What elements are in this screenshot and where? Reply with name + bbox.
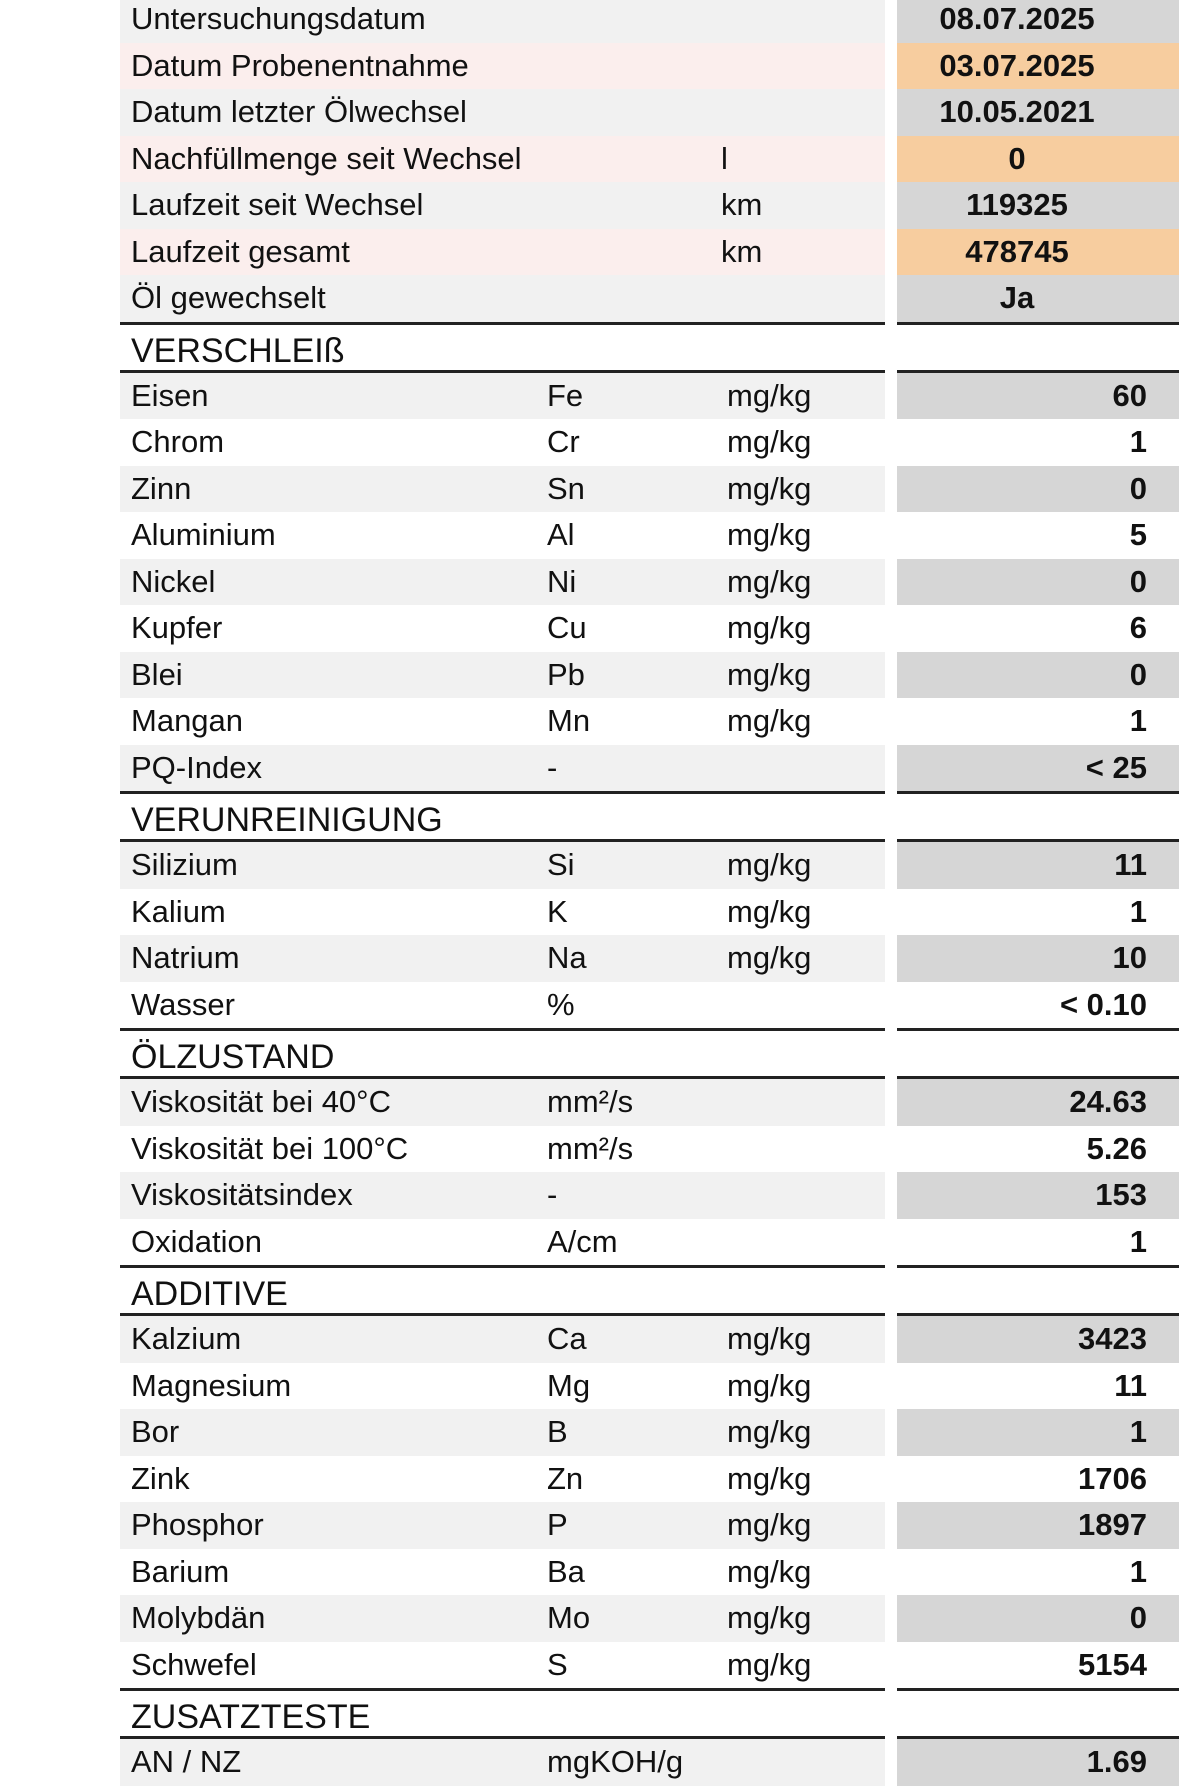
section-heading (0, 1688, 1179, 1739)
parameter-unit: mg/kg (727, 1507, 812, 1543)
header-value-cell (897, 43, 1179, 90)
parameter-value: 1706 (1078, 1460, 1147, 1496)
header-row-label: Datum Probenentnahme (131, 47, 469, 83)
parameter-value: 24.63 (1069, 1084, 1147, 1120)
table-row (0, 1316, 1179, 1363)
section-heading-cell (120, 1688, 885, 1739)
section-heading-cell (120, 1265, 885, 1316)
parameter-name: Oxidation (131, 1223, 262, 1259)
row-value-cell (897, 1079, 1179, 1126)
parameter-symbol: Mg (547, 1367, 591, 1403)
parameter-name: Viskositätsindex (131, 1177, 353, 1213)
parameter-value: 6 (1129, 610, 1147, 646)
row-value-cell (897, 1219, 1179, 1266)
parameter-value: 5 (1129, 517, 1147, 553)
parameter-name: Schwefel (131, 1646, 257, 1682)
row-label-cell (120, 559, 885, 606)
header-row (0, 89, 1179, 136)
section-title: ADDITIVE (131, 1275, 288, 1313)
parameter-symbol: Si (547, 847, 575, 883)
row-value-cell (897, 889, 1179, 936)
table-row (0, 1456, 1179, 1503)
row-value-cell (897, 982, 1179, 1029)
parameter-name: Zink (131, 1460, 190, 1496)
row-value-cell (897, 559, 1179, 606)
parameter-name: Eisen (131, 377, 209, 413)
header-label-cell (120, 136, 885, 183)
row-value-cell (897, 1595, 1179, 1642)
parameter-symbol: Pb (547, 656, 585, 692)
parameter-symbol: B (547, 1414, 568, 1450)
row-value-cell (897, 842, 1179, 889)
table-row (0, 982, 1179, 1029)
header-row-label: Datum letzter Ölwechsel (131, 94, 467, 130)
parameter-symbol: mgKOH/g (547, 1744, 684, 1780)
parameter-name: Kalzium (131, 1321, 242, 1357)
parameter-name: Viskosität bei 40°C (131, 1084, 391, 1120)
table-row (0, 1363, 1179, 1410)
section-title: ÖLZUSTAND (131, 1038, 335, 1076)
parameter-unit: mg/kg (727, 1321, 812, 1357)
parameter-unit: mg/kg (727, 517, 812, 553)
parameter-symbol: Sn (547, 470, 585, 506)
parameter-unit: mg/kg (727, 1553, 812, 1589)
row-label-cell (120, 1219, 885, 1266)
section-heading (0, 322, 1179, 373)
table-row (0, 559, 1179, 606)
table-row (0, 698, 1179, 745)
parameter-symbol: K (547, 893, 568, 929)
parameter-unit: mg/kg (727, 893, 812, 929)
header-row-value: 08.07.2025 (939, 1, 1095, 37)
row-value-cell (897, 1316, 1179, 1363)
row-value-cell (897, 1456, 1179, 1503)
parameter-unit: mg/kg (727, 940, 812, 976)
parameter-value: 0 (1129, 470, 1147, 506)
section-heading-cell (120, 1028, 885, 1079)
row-label-cell (120, 1642, 885, 1689)
parameter-value: 1 (1129, 893, 1147, 929)
row-label-cell (120, 1409, 885, 1456)
parameter-symbol: mm²/s (547, 1130, 634, 1166)
row-label-cell (120, 652, 885, 699)
parameter-symbol: mm²/s (547, 1084, 634, 1120)
row-value-cell (897, 466, 1179, 513)
row-label-cell (120, 1595, 885, 1642)
section-title: ZUSATZTESTE (131, 1698, 371, 1736)
parameter-name: Nickel (131, 563, 216, 599)
table-row (0, 1595, 1179, 1642)
header-row (0, 182, 1179, 229)
section-heading-value-cell (897, 1265, 1179, 1316)
header-value-cell (897, 229, 1179, 276)
parameter-value: 1897 (1078, 1507, 1147, 1543)
header-label-cell (120, 0, 885, 43)
section-heading-cell (120, 791, 885, 842)
row-value-cell (897, 419, 1179, 466)
row-label-cell (120, 698, 885, 745)
row-label-cell (120, 1126, 885, 1173)
parameter-symbol: Mn (547, 703, 591, 739)
parameter-name: Magnesium (131, 1367, 292, 1403)
row-value-cell (897, 935, 1179, 982)
row-label-cell (120, 1739, 885, 1786)
header-row (0, 0, 1179, 43)
table-row (0, 1502, 1179, 1549)
row-label-cell (120, 1316, 885, 1363)
header-row-unit: km (721, 187, 763, 223)
row-value-cell (897, 652, 1179, 699)
parameter-name: Bor (131, 1414, 180, 1450)
header-value-cell (897, 136, 1179, 183)
parameter-name: Kupfer (131, 610, 223, 646)
row-value-cell (897, 698, 1179, 745)
table-row (0, 1079, 1179, 1126)
header-value-cell (897, 89, 1179, 136)
parameter-name: Wasser (131, 986, 235, 1022)
row-value-cell (897, 1172, 1179, 1219)
row-label-cell (120, 889, 885, 936)
row-value-cell (897, 1363, 1179, 1410)
parameter-value: 1 (1129, 1223, 1147, 1259)
section-heading (0, 1265, 1179, 1316)
parameter-value: 10 (1112, 940, 1147, 976)
header-label-cell (120, 275, 885, 322)
header-row (0, 229, 1179, 276)
parameter-symbol: Al (547, 517, 575, 553)
header-label-cell (120, 89, 885, 136)
parameter-symbol: P (547, 1507, 568, 1543)
parameter-symbol: Ba (547, 1553, 585, 1589)
parameter-symbol: Na (547, 940, 587, 976)
header-row-label: Öl gewechselt (131, 280, 326, 316)
header-row-value: 0 (1008, 140, 1026, 176)
parameter-symbol: - (547, 1177, 558, 1213)
parameter-name: Viskosität bei 100°C (131, 1130, 409, 1166)
parameter-value: 1 (1129, 1553, 1147, 1589)
row-label-cell (120, 1172, 885, 1219)
parameter-value: 0 (1129, 656, 1147, 692)
row-value-cell (897, 512, 1179, 559)
parameter-unit: mg/kg (727, 847, 812, 883)
parameter-symbol: Ni (547, 563, 577, 599)
header-row-value: Ja (999, 280, 1035, 316)
parameter-symbol: Fe (547, 377, 584, 413)
parameter-name: Silizium (131, 847, 238, 883)
row-label-cell (120, 935, 885, 982)
header-row-value: 10.05.2021 (939, 94, 1095, 130)
parameter-name: Blei (131, 656, 183, 692)
section-heading-value-cell (897, 322, 1179, 373)
header-row (0, 275, 1179, 322)
table-row (0, 1739, 1179, 1786)
parameter-symbol: S (547, 1646, 568, 1682)
row-label-cell (120, 1363, 885, 1410)
row-label-cell (120, 982, 885, 1029)
table-row (0, 419, 1179, 466)
header-row-unit: km (721, 233, 763, 269)
parameter-name: Aluminium (131, 517, 276, 553)
parameter-unit: mg/kg (727, 1460, 812, 1496)
row-label-cell (120, 512, 885, 559)
table-row (0, 1126, 1179, 1173)
table-row (0, 842, 1179, 889)
table-row (0, 935, 1179, 982)
row-label-cell (120, 842, 885, 889)
table-row (0, 1642, 1179, 1689)
table-row (0, 1219, 1179, 1266)
parameter-symbol: Cr (547, 424, 580, 460)
row-value-cell (897, 1549, 1179, 1596)
parameter-value: 1 (1129, 424, 1147, 460)
section-heading-value-cell (897, 1028, 1179, 1079)
row-value-cell (897, 605, 1179, 652)
parameter-unit: mg/kg (727, 610, 812, 646)
row-label-cell (120, 466, 885, 513)
table-row (0, 512, 1179, 559)
parameter-unit: mg/kg (727, 470, 812, 506)
row-value-cell (897, 1409, 1179, 1456)
parameter-unit: mg/kg (727, 1600, 812, 1636)
row-value-cell (897, 1126, 1179, 1173)
row-label-cell (120, 1502, 885, 1549)
section-heading (0, 791, 1179, 842)
row-value-cell (897, 1739, 1179, 1786)
table-row (0, 889, 1179, 936)
row-label-cell (120, 373, 885, 420)
row-value-cell (897, 1502, 1179, 1549)
header-label-cell (120, 43, 885, 90)
parameter-unit: mg/kg (727, 1646, 812, 1682)
parameter-value: 1 (1129, 703, 1147, 739)
section-heading-value-cell (897, 791, 1179, 842)
table-row (0, 1409, 1179, 1456)
parameter-symbol: Ca (547, 1321, 587, 1357)
parameter-unit: mg/kg (727, 1367, 812, 1403)
parameter-value: 1 (1129, 1414, 1147, 1450)
header-row-value: 03.07.2025 (939, 47, 1095, 83)
header-value-cell (897, 182, 1179, 229)
row-label-cell (120, 1549, 885, 1596)
parameter-symbol: Zn (547, 1460, 584, 1496)
parameter-value: 11 (1114, 847, 1147, 883)
row-value-cell (897, 745, 1179, 792)
parameter-unit: mg/kg (727, 1414, 812, 1450)
parameter-value: 5.26 (1086, 1130, 1147, 1166)
parameter-name: Natrium (131, 940, 240, 976)
section-title: VERSCHLEIß (131, 331, 345, 370)
parameter-unit: mg/kg (727, 703, 812, 739)
parameter-unit: mg/kg (727, 424, 812, 460)
parameter-value: < 25 (1085, 749, 1147, 785)
parameter-value: 11 (1114, 1367, 1147, 1403)
parameter-unit: mg/kg (727, 377, 812, 413)
header-label-cell (120, 182, 885, 229)
table-row (0, 745, 1179, 792)
parameter-symbol: - (547, 749, 558, 785)
header-row-label: Laufzeit seit Wechsel (131, 187, 424, 223)
header-row (0, 43, 1179, 90)
table-row (0, 652, 1179, 699)
parameter-value: 0 (1129, 1600, 1147, 1636)
section-heading-cell (120, 322, 885, 373)
table-row (0, 373, 1179, 420)
parameter-name: PQ-Index (131, 749, 262, 785)
header-row (0, 136, 1179, 183)
header-row-label: Laufzeit gesamt (131, 233, 350, 269)
parameter-symbol: % (547, 986, 575, 1022)
parameter-value: 3423 (1078, 1321, 1147, 1357)
parameter-value: 1.69 (1086, 1744, 1147, 1780)
parameter-name: Phosphor (131, 1507, 264, 1543)
table-row (0, 1549, 1179, 1596)
parameter-symbol: Cu (547, 610, 587, 646)
table-row (0, 1172, 1179, 1219)
table-row (0, 466, 1179, 513)
header-row-value: 119325 (966, 187, 1068, 223)
parameter-unit: mg/kg (727, 563, 812, 599)
parameter-unit: mg/kg (727, 656, 812, 692)
header-row-label: Nachfüllmenge seit Wechsel (131, 140, 522, 176)
header-value-cell (897, 275, 1179, 322)
parameter-symbol: A/cm (547, 1223, 618, 1259)
section-heading (0, 1028, 1179, 1079)
header-label-cell (120, 229, 885, 276)
parameter-name: AN / NZ (131, 1744, 242, 1780)
parameter-name: Zinn (131, 470, 192, 506)
parameter-value: 5154 (1078, 1646, 1147, 1682)
parameter-value: 0 (1129, 563, 1147, 599)
section-heading-value-cell (897, 1688, 1179, 1739)
parameter-symbol: Mo (547, 1600, 591, 1636)
parameter-value: 153 (1095, 1177, 1147, 1213)
parameter-name: Barium (131, 1553, 230, 1589)
parameter-value: 60 (1112, 377, 1147, 413)
row-value-cell (897, 373, 1179, 420)
header-row-label: Untersuchungsdatum (131, 1, 426, 37)
header-row-value: 478745 (965, 233, 1069, 269)
section-title: VERUNREINIGUNG (131, 801, 443, 839)
row-value-cell (897, 1642, 1179, 1689)
parameter-name: Molybdän (131, 1600, 266, 1636)
header-value-cell (897, 0, 1179, 43)
row-label-cell (120, 1079, 885, 1126)
row-label-cell (120, 419, 885, 466)
row-label-cell (120, 605, 885, 652)
parameter-value: < 0.10 (1059, 986, 1147, 1022)
table-row (0, 605, 1179, 652)
parameter-name: Chrom (131, 424, 225, 460)
parameter-name: Mangan (131, 703, 244, 739)
parameter-name: Kalium (131, 893, 226, 929)
header-row-unit: l (721, 140, 728, 176)
row-label-cell (120, 745, 885, 792)
row-label-cell (120, 1456, 885, 1503)
